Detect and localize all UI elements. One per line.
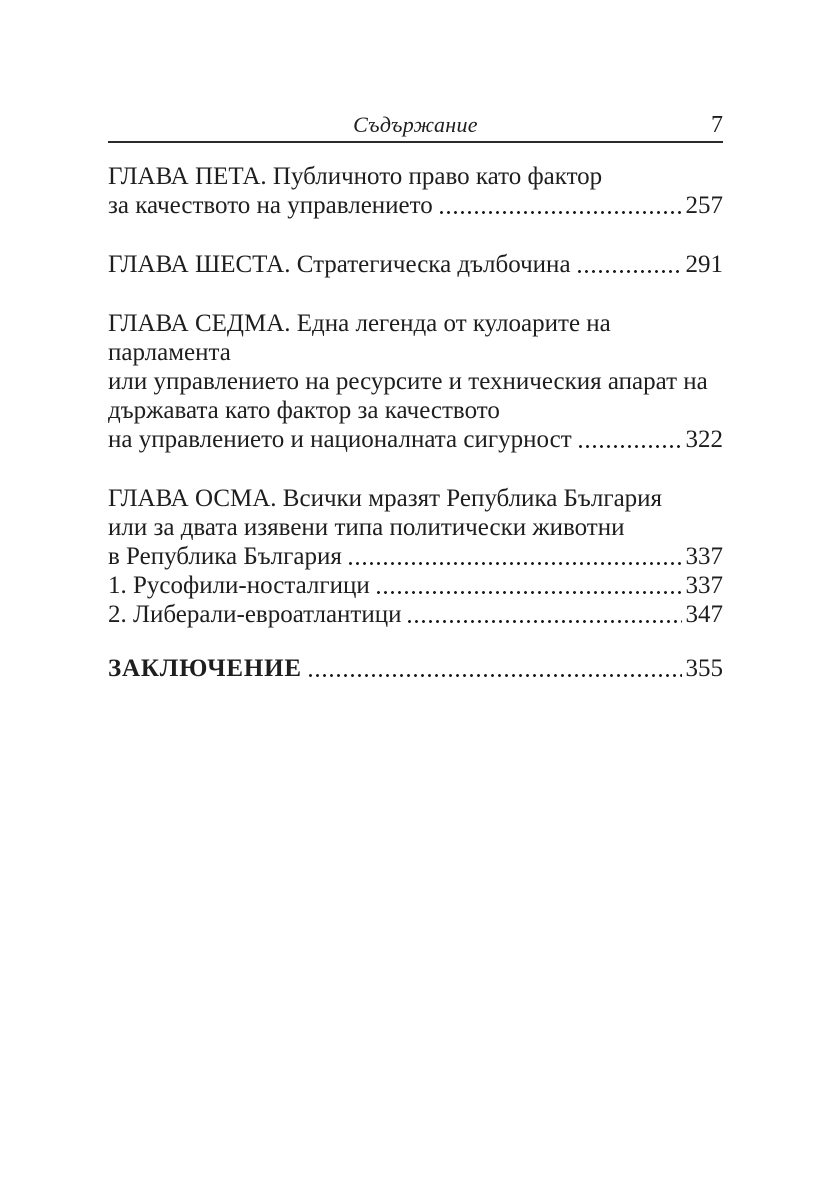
running-header-title: Съдържание xyxy=(353,112,478,137)
toc-page-number: 337 xyxy=(685,572,723,599)
toc-leader-line xyxy=(108,600,723,629)
toc-entry-chapter-8 xyxy=(108,484,723,571)
toc-leader-line xyxy=(108,425,723,454)
dot-leader xyxy=(436,191,682,220)
toc-line: или управлението на ресурсите и техническия апарат на xyxy=(108,368,708,395)
toc-line: ГЛАВА СЕДМА. Една легенда от кулоарите на парламента xyxy=(108,310,611,366)
toc-page-number: 355 xyxy=(685,655,723,682)
dot-leader xyxy=(305,654,682,683)
running-header xyxy=(108,113,723,137)
toc-leader-line xyxy=(108,250,723,279)
dot-leader xyxy=(373,571,682,600)
page-number: 7 xyxy=(711,112,723,138)
toc-line: за качеството на управлението xyxy=(108,192,433,219)
toc-line: 2. Либерали-евроатлантици xyxy=(108,601,402,628)
header-rule xyxy=(108,141,723,143)
toc-entry-chapter-6 xyxy=(108,250,723,279)
toc-line: ЗАКЛЮЧЕНИЕ xyxy=(108,655,302,682)
toc-entry-conclusion xyxy=(108,654,723,683)
toc-page-number: 347 xyxy=(685,601,723,628)
toc-leader-line xyxy=(108,542,723,571)
dot-leader xyxy=(575,425,682,454)
toc-page-number: 257 xyxy=(685,192,723,219)
table-of-contents xyxy=(108,162,723,683)
toc-line: на управлението и националната сигурност xyxy=(108,426,572,453)
toc-page-number: 291 xyxy=(685,251,723,278)
toc-leader-line xyxy=(108,654,723,683)
toc-line: 1. Русофили-носталгици xyxy=(108,572,370,599)
toc-entry-chapter-7 xyxy=(108,309,723,454)
toc-leader-line xyxy=(108,191,723,220)
toc-line: ГЛАВА ОСМА. Всички мразят Република България xyxy=(108,485,663,512)
dot-leader xyxy=(404,600,681,629)
toc-line: държавата като фактор за качеството xyxy=(108,397,500,424)
toc-line: ГЛАВА ПЕТА. Публичното право като фактор xyxy=(108,163,603,190)
toc-leader-line xyxy=(108,571,723,600)
toc-line: или за двата изявени типа политически животни xyxy=(108,514,625,541)
toc-page-number: 337 xyxy=(685,543,723,570)
toc-entry-chapter-5 xyxy=(108,162,723,220)
toc-line: ГЛАВА ШЕСТА. Стратегическа дълбочина xyxy=(108,251,571,278)
dot-leader xyxy=(574,250,682,279)
toc-entry-subitem-2 xyxy=(108,600,723,629)
toc-page-number: 322 xyxy=(685,426,723,453)
page-content xyxy=(0,113,816,683)
toc-entry-subitem-1 xyxy=(108,571,723,600)
dot-leader xyxy=(345,542,682,571)
toc-line: в Република България xyxy=(108,543,342,570)
